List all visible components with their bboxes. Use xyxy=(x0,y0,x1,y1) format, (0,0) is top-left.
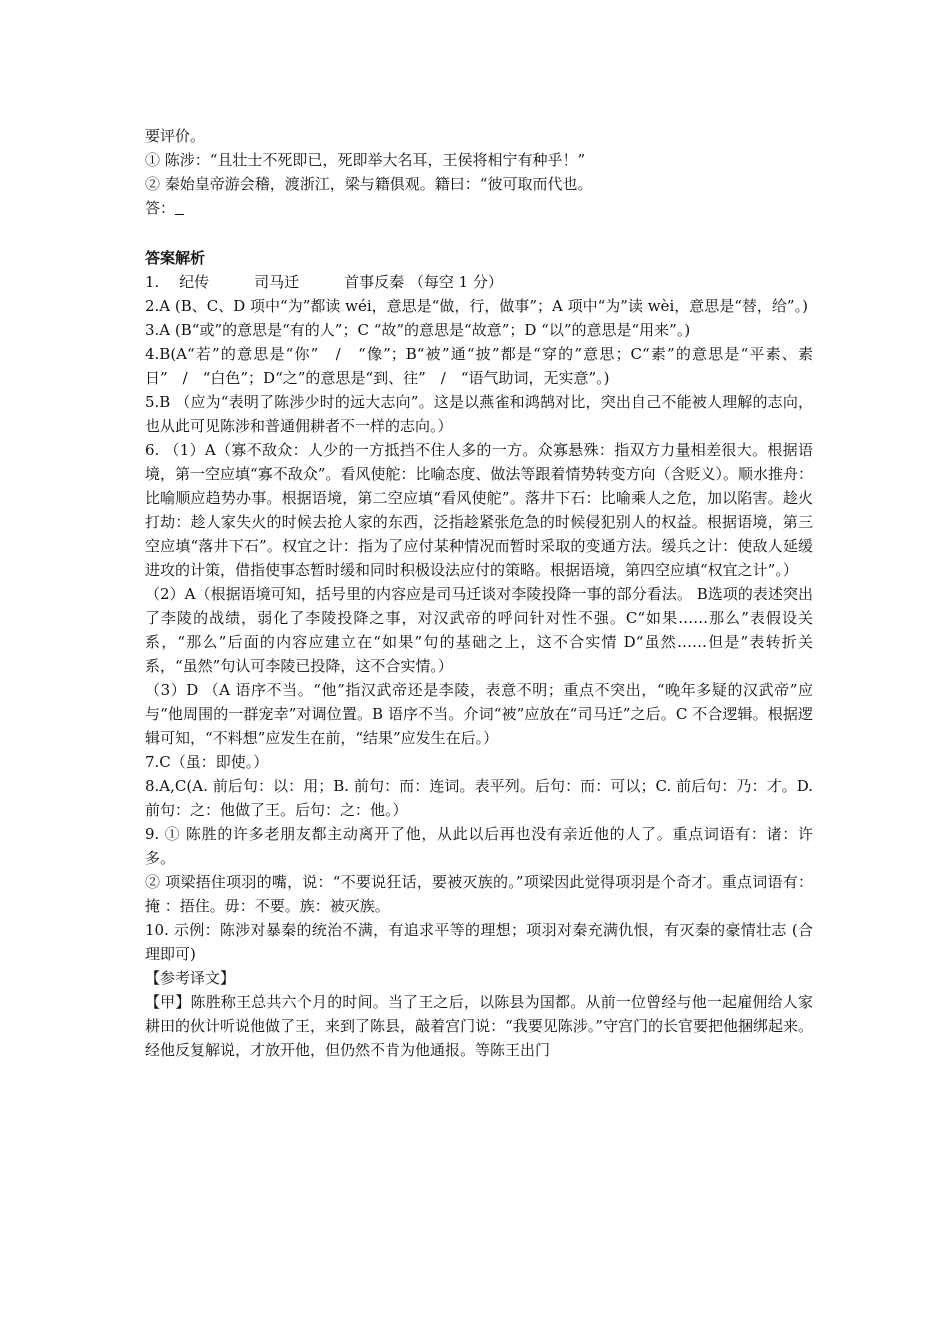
answer-7: 7.C（虽：即使。） xyxy=(145,753,269,771)
answer-1: 1. 纪传 司马迁 首事反秦 （每空 1 分） xyxy=(145,273,503,291)
answer-9-part-1: 9. ① 陈胜的许多老朋友都主动离开了他，从此以后再也没有亲近他的人了。重点词语有：诸：许多。 xyxy=(145,825,813,867)
quote-chen-she: ① 陈涉：“且壮士不死即已，死即举大名耳，王侯将相宁有种乎！” xyxy=(145,151,586,169)
answer-2: 2.A (B、C、D 项中“为”都读 wéi，意思是“做，行，做事”；A 项中“为”读 wèi，意思是“替，给”。) xyxy=(145,297,808,315)
document-page xyxy=(145,124,813,1062)
answer-9-part-2: ② 项梁捂住项羽的嘴，说：“不要说狂话，要被灭族的。”项梁因此觉得项羽是个奇才。重点词语有：掩 ：捂住。毋：不要。族：被灭族。 xyxy=(145,873,813,915)
reference-translation-jia: 【甲】陈胜称王总共六个月的时间。当了王之后，以陈县为国都。从前一位曾经与他一起雇佣给人家耕田的伙计听说他做了王，来到了陈县，敲着宫门说：“我要见陈涉。”守宫门的长官要把他捆绑起来。经他反复解说，才放开他，但仍然不肯为他通报。等陈王出门 xyxy=(145,993,813,1059)
answer-4: 4.B(A“若”的意思是“你” / “像”；B“被”通“披”都是“穿的”意思；C“素”的意思是“平素、素日” / “白色”；D“之”的意思是“到、往” / “语气助词，无实意”。) xyxy=(145,345,813,387)
answer-line xyxy=(145,196,813,220)
answer-label: 答： xyxy=(145,199,176,217)
answer-3: 3.A (B“或”的意思是“有的人”；C “故”的意思是“故意”；D “以”的意思是“用来”。) xyxy=(145,321,691,339)
answer-10: 10. 示例：陈涉对暴秦的统治不满，有追求平等的理想；项羽对秦充满仇恨，有灭秦的豪情壮志 (合理即可) xyxy=(145,921,813,963)
question-tail-line: 要评价。 xyxy=(145,127,206,145)
reference-translation-heading: 【参考译文】 xyxy=(145,969,236,987)
answer-8: 8.A,C(A. 前后句：以：用；B. 前句：而：连词。表平列。后句：而：可以；C. 前后句：乃：才。D. 前句：之：他做了王。后句：之：他。） xyxy=(145,777,813,819)
answer-5: 5.B （应为“表明了陈涉少时的远大志向”。这是以燕雀和鸿鹄对比，突出自己不能被人理解的志向，也从此可见陈涉和普通佣耕者不一样的志向。） xyxy=(145,393,813,435)
answer-blank xyxy=(175,200,184,215)
answer-6-part-1: 6. （1）A（寡不敌众：人少的一方抵挡不住人多的一方。众寡悬殊：指双方力量相差很大。根据语境，第一空应填“寡不敌众”。看风使舵：比喻态度、做法等跟着情势转变方向（含贬义）。顺水推舟：比喻顺应趋势办事。根据语境，第二空应填“看风使舵”。落井下石：比喻乘人之危，加以陷害。趁火打劫：趁人家失火的时候去抢人家的东西，泛指趁紧张危急的时候侵犯别人的权益。根据语境，第三空应填“落井下石”。权宜之计：指为了应付某种情况而暂时采取的变通方法。缓兵之计：使敌人延缓进攻的计策，借指使事态暂时缓和同时积极设法应付的策略。根据语境，第四空应填“权宜之计”。） xyxy=(145,441,813,579)
answer-6-part-3: （3）D （A 语序不当。“他”指汉武帝还是李陵，表意不明；重点不突出，“晚年多疑的汉武帝”应与“他周围的一群宠幸”对调位置。B 语序不当。介词“被”应放在“司马迁”之后。C 不合逻辑。根据逻辑可知，“不料想”应发生在前，“结果”应发生在后。） xyxy=(145,681,813,747)
quote-xiang-yu: ② 秦始皇帝游会稽，渡浙江，梁与籍俱观。籍曰：“彼可取而代也。 xyxy=(145,175,593,193)
answers-heading: 答案解析 xyxy=(145,249,206,267)
answer-6-part-2: （2）A（根据语境可知，括号里的内容应是司马迁谈对李陵投降一事的部分看法。 B选项的表述突出了李陵的战绩，弱化了李陵投降之事，对汉武帝的呼问针对性不强。C“如果……那么”表假设关系，“那么”后面的内容应建立在“如果”句的基础之上，这不合实情 D“虽然……但是”表转折关系，“虽然”句认可李陵已投降，这不合实情。） xyxy=(145,585,813,675)
